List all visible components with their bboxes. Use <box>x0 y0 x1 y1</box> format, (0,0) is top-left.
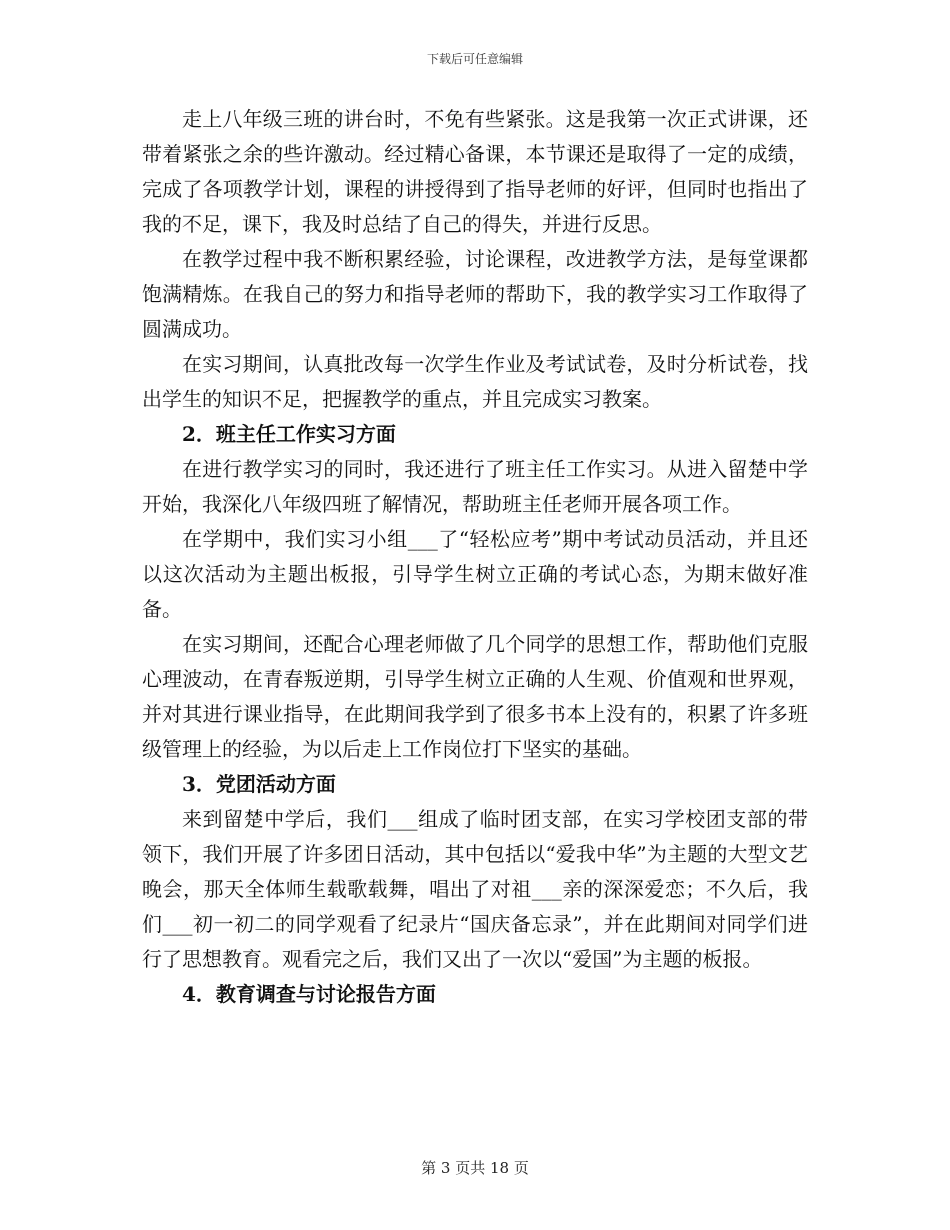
page-footer: 第 3 页共 18 页 <box>421 1159 529 1177</box>
section-heading: 3．党团活动方面 <box>182 772 336 796</box>
paragraph: 在教学过程中我不断积累经验，讨论课程，改进教学方法，是每堂课都饱满精炼。在我自己的努力和指导老师的帮助下，我的教学实习工作取得了圆满成功。 <box>142 247 808 341</box>
paragraph: 在实习期间，还配合心理老师做了几个同学的思想工作，帮助他们克服心理波动，在青春叛逆期，引导学生树立正确的人生观、价值观和世界观，并对其进行课业指导，在此期间我学到了很多书本上没有的，积累了许多班级管理上的经验，为以后走上工作岗位打下坚实的基础。 <box>142 632 808 761</box>
page-header: 下载后可任意编辑 <box>426 52 523 66</box>
paragraph: 来到留楚中学后，我们___组成了临时团支部，在实习学校团支部的带领下，我们开展了许多团日活动，其中包括以“爱我中华”为主题的大型文艺晚会，那天全体师生载歌载舞，唱出了对祖___亲的深深爱恋；不久后，我们___初一初二的同学观看了纪录片“国庆备忘录”，并在此期间对同学们进行了思想教育。观看完之后，我们又出了一次以“爱国”为主题的板报。 <box>142 807 808 971</box>
paragraph: 走上八年级三班的讲台时，不免有些紧张。这是我第一次正式讲课，还带着紧张之余的些许激动。经过精心备课，本节课还是取得了一定的成绩，完成了各项教学计划，课程的讲授得到了指导老师的好评，但同时也指出了我的不足，课下，我及时总结了自己的得失，并进行反思。 <box>142 107 808 236</box>
section-heading: 2．班主任工作实习方面 <box>182 422 396 446</box>
section-heading: 4．教育调查与讨论报告方面 <box>182 982 436 1006</box>
paragraph: 在进行教学实习的同时，我还进行了班主任工作实习。从进入留楚中学开始，我深化八年级四班了解情况，帮助班主任老师开展各项工作。 <box>142 457 808 516</box>
paragraph: 在实习期间，认真批改每一次学生作业及考试试卷，及时分析试卷，找出学生的知识不足，把握教学的重点，并且完成实习教案。 <box>142 352 808 411</box>
document-body <box>142 102 808 1012</box>
paragraph: 在学期中，我们实习小组___了“轻松应考”期中考试动员活动，并且还以这次活动为主题出板报，引导学生树立正确的考试心态，为期末做好准备。 <box>142 527 808 621</box>
